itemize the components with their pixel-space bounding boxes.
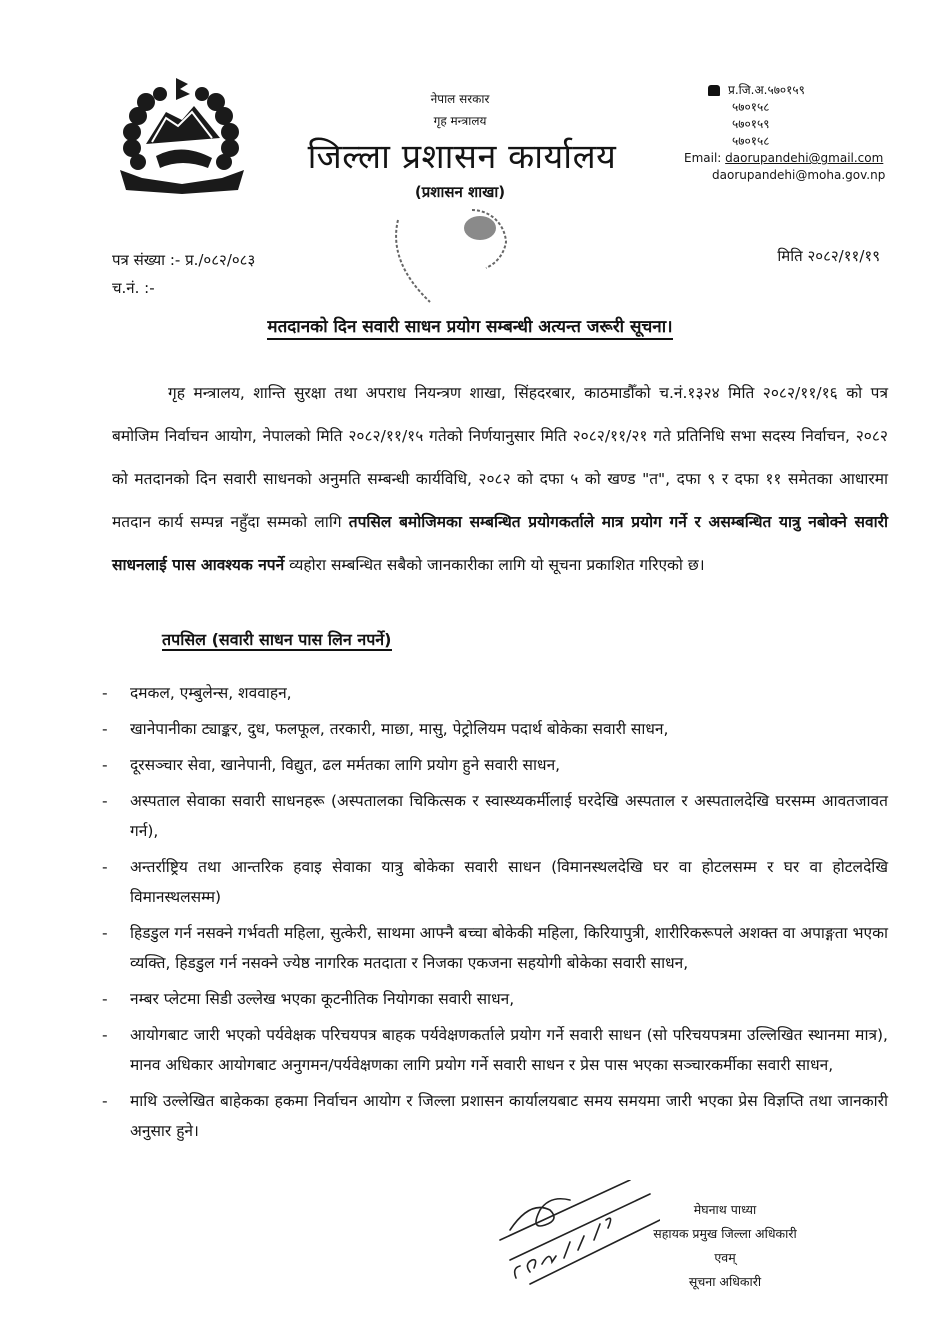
signatory-designation: सहायक प्रमुख जिल्ला अधिकारी (653, 1226, 797, 1241)
bullet-dash: - (102, 858, 108, 876)
body-text-part2: व्यहोरा सम्बन्धित सबैको जानकारीका लागि यो सूचना प्रकाशित गरिएको छ। (284, 556, 705, 574)
bullet-dash: - (102, 924, 108, 942)
list-item-text: नम्बर प्लेटमा सिडी उल्लेख भएका कूटनीतिक नियोगका सवारी साधन, (130, 990, 515, 1008)
list-item-text: माथि उल्लेखित बाहेकका हकमा निर्वाचन आयोग र जिल्ला प्रशासन कार्यालयबाट समय समयमा जारी भएका प्रेस विज्ञप्ति तथा जानकारी अनुसार हुने। (130, 1092, 888, 1140)
bullet-dash: - (102, 792, 108, 810)
government-name: नेपाल सरकार (430, 92, 490, 106)
phone-number: ५७०१५८ (732, 134, 770, 148)
phone-row (708, 82, 900, 99)
list-item-text: दूरसञ्चार सेवा, खानेपानी, विद्युत, ढल मर्मतका लागि प्रयोग हुने सवारी साधन, (130, 756, 561, 774)
list-item-text: आयोगबाट जारी भएको पर्यवेक्षक परिचयपत्र बाहक पर्यवेक्षणकर्ताले प्रयोग गर्ने सवारी साधन (सो परिचयपत्रमा उल्लिखित स्थानमा मात्र), मानव अधिकार आयोगबाट अनुगमन/पर्यवेक्षणका लागि प्रयोग गर्ने सवारी साधन र प्रेस पास भएका सञ्चारकर्मीका सवारी साधन, (130, 1026, 888, 1074)
list-item (102, 852, 888, 912)
bullet-dash: - (102, 684, 108, 702)
letter-date: मिति २०८२/११/१९ (777, 247, 880, 265)
list-item-text: दमकल, एम्बुलेन्स, शववाहन, (130, 684, 292, 702)
list-item-text: हिडडुल गर्न नसक्ने गर्भवती महिला, सुत्केरी, साथमा आफ्नै बच्चा बोकेकी महिला, किरियापुत्री, शारीरिकरूपले अशक्त वा अपाङ्गता भएका व्यक्ति, हिडडुल गर्न नसक्ने ज्येष्ठ नागरिक मतदाता र निजका एकजना सहयोगी बोकेका सवारी साधन, (130, 924, 888, 972)
bullet-dash: - (102, 720, 108, 738)
email-link-moha[interactable]: daorupandehi@moha.gov.np (712, 168, 886, 182)
contact-block (680, 82, 900, 184)
office-stamp (360, 206, 530, 310)
bullet-dash: - (102, 756, 108, 774)
list-item (102, 918, 888, 978)
bullet-dash: - (102, 1026, 108, 1044)
body-text (112, 372, 888, 587)
subject-text: मतदानको दिन सवारी साधन प्रयोग सम्बन्धी अत्यन्त जरूरी सूचना। (267, 317, 672, 340)
list-item (102, 1020, 888, 1080)
signature-block (640, 1198, 810, 1294)
signatory-name: मेघनाथ पाध्या (693, 1202, 757, 1217)
phone-number: ५७०१५८ (732, 100, 770, 114)
ministry-name: गृह मन्त्रालय (433, 114, 487, 128)
list-item (102, 1086, 888, 1146)
body-text-part1: गृह मन्त्रालय, शान्ति सुरक्षा तथा अपराध नियन्त्रण शाखा, सिंहदरबार, काठमाडौँको च.नं.१३२४ मिति २०८२/११/१६ को पत्र बमोजिम निर्वाचन आयोग, नेपालको मिति २०८२/११/१५ गतेको निर्णयानुसार मिति २०८२/११/२१ गते प्रतिनिधि सभा सदस्य निर्वाचन, २०८२ को मतदानको दिन सवारी साधनको अनुमति सम्बन्धी कार्यविधि, २०८२ को दफा ५ को खण्ड "त", दफा ९ र दफा ११ समेतका आधारमा मतदान कार्य सम्पन्न नहुँदा सम्मको लागि (112, 384, 888, 531)
list-item (102, 786, 888, 846)
exempt-vehicle-list (102, 678, 888, 1152)
list-item-text: अस्पताल सेवाका सवारी साधनहरू (अस्पतालका चिकित्सक र स्वास्थ्यकर्मीलाई घरदेखि अस्पताल र अस्पतालदेखि घरसम्म आवतजावत गर्न), (130, 792, 888, 840)
body-text-bold: तपसिल बमोजिमका सम्बन्धित प्रयोगकर्ताले मात्र प्रयोग गर्ने र असम्बन्धित यात्रु नबोक्ने सवारी साधनलाई पास आवश्यक नपर्ने (112, 513, 888, 574)
list-item (102, 678, 888, 708)
phone-number: प्र.जि.अ.५७०१५९ (728, 83, 805, 97)
letter-number: पत्र संख्या :- प्र./०८२/०८३ (112, 251, 256, 269)
phone-number: ५७०१५९ (732, 117, 770, 131)
list-item (102, 750, 888, 780)
list-item-text: अन्तर्राष्ट्रिय तथा आन्तरिक हवाइ सेवाका यात्रु बोकेका सवारी साधन (विमानस्थलदेखि घर वा होटलसम्म र घर वा होटलदेखि विमानस्थलसम्म) (130, 858, 888, 906)
branch-name: (प्रशासन शाखा) (414, 183, 506, 201)
email-row (684, 150, 900, 167)
schedule-heading (162, 628, 392, 650)
reference-block (112, 246, 255, 302)
list-item-text: खानेपानीका ट्याङ्कर, दुध, फलफूल, तरकारी, माछा, मासु, पेट्रोलियम पदार्थ बोकेका सवारी साधन, (130, 720, 669, 738)
schedule-heading-text: तपसिल (सवारी साधन पास लिन नपर्ने) (162, 630, 392, 649)
handwritten-signature (490, 1180, 660, 1290)
list-item (102, 984, 888, 1014)
dispatch-number: च.नं. :- (112, 279, 155, 297)
signatory-role: सूचना अधिकारी (688, 1274, 762, 1289)
signatory-conjunction: एवम् (714, 1250, 736, 1265)
bullet-dash: - (102, 990, 108, 1008)
email-link-gmail[interactable]: daorupandehi@gmail.com (725, 151, 884, 165)
bullet-dash: - (102, 1092, 108, 1110)
email-label: Email: (684, 151, 722, 165)
list-item (102, 714, 888, 744)
office-name: जिल्ला प्रशासन कार्यालय (307, 137, 617, 177)
telephone-icon (708, 85, 720, 96)
header-titles (360, 88, 560, 132)
nepal-emblem-logo (116, 72, 248, 196)
subject-line (0, 314, 940, 337)
body-paragraph (112, 372, 888, 587)
